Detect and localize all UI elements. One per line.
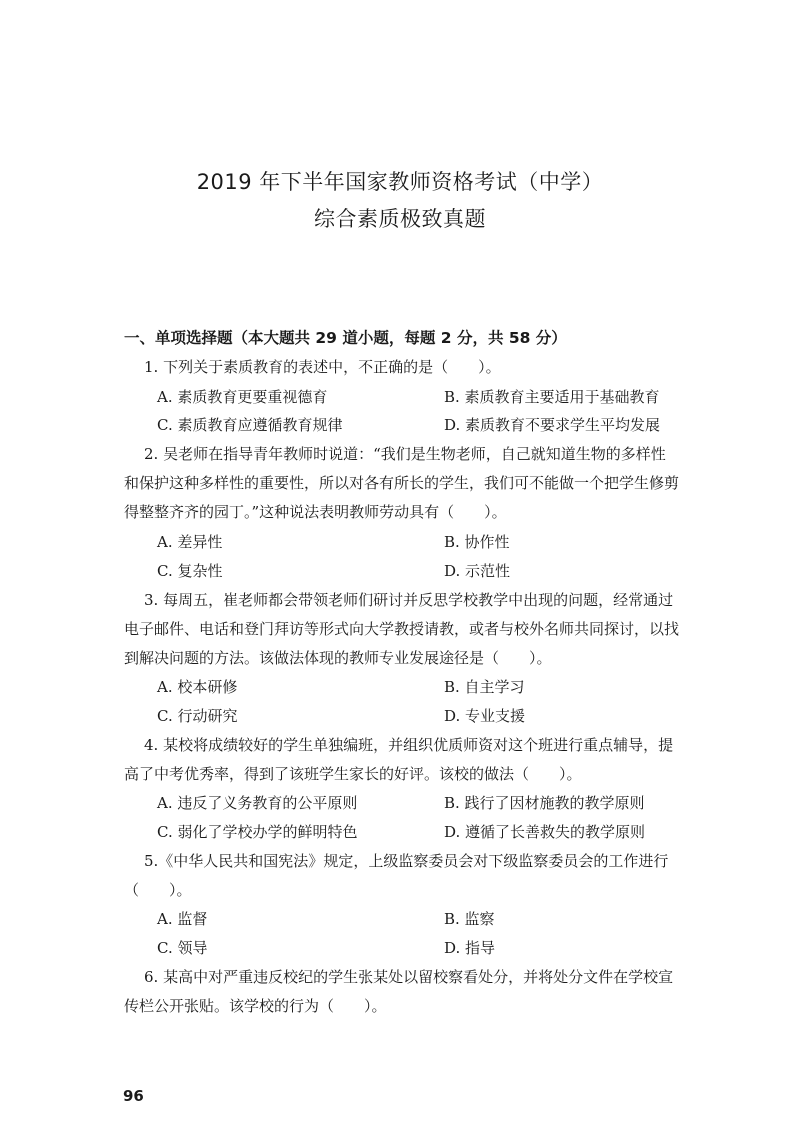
question-4-option-d: D. 遵循了长善救失的教学原则 [444,823,646,841]
question-4-stem-line-1: 4. 某校将成绩较好的学生单独编班，并组织优质师资对这个班进行重点辅导，提 [144,736,674,754]
question-5-option-b: B. 监察 [444,910,495,928]
question-5-option-c: C. 领导 [157,939,208,957]
question-3-option-a: A. 校本研修 [157,678,238,696]
question-2-option-b: B. 协作性 [444,533,510,551]
question-4-option-b: B. 践行了因材施教的教学原则 [444,794,645,812]
question-1-option-a: A. 素质教育更要重视德育 [157,388,328,406]
question-3-option-d: D. 专业支援 [444,707,526,725]
question-5-stem-line-2: （ ）。 [124,881,192,899]
page-number: 96 [123,1087,144,1105]
question-3-stem-line-2: 电子邮件、电话和登门拜访等形式向大学教授请教，或者与校外名师共同探讨，以找 [124,620,680,638]
question-3-option-b: B. 自主学习 [444,678,525,696]
question-2-stem-line-2: 和保护这种多样性的重要性，所以对各有所长的学生，我们可不能做一个把学生修剪 [124,474,680,492]
question-4-option-a: A. 违反了义务教育的公平原则 [157,794,358,812]
question-5-option-d: D. 指导 [444,939,496,957]
question-1-stem: 1. 下列关于素质教育的表述中，不正确的是（ ）。 [144,358,501,376]
question-3-stem-line-3: 到解决问题的方法。该做法体现的教师专业发展途径是（ ）。 [124,649,552,667]
question-4-stem-line-2: 高了中考优秀率，得到了该班学生家长的好评。该校的做法（ ）。 [124,765,582,783]
question-6-stem-line-2: 传栏公开张贴。该学校的行为（ ）。 [124,997,387,1015]
question-5-stem-line-1: 5.《中华人民共和国宪法》规定，上级监察委员会对下级监察委员会的工作进行 [144,852,669,870]
question-3-stem-line-1: 3. 每周五，崔老师都会带领老师们研讨并反思学校教学中出现的问题，经常通过 [144,591,674,609]
question-2-stem-line-1: 2. 吴老师在指导青年教师时说道：“我们是生物老师，自己就知道生物的多样性 [144,445,666,463]
question-4-option-c: C. 弱化了学校办学的鲜明特色 [157,823,358,841]
question-2-stem-line-3: 得整整齐齐的园丁。”这种说法表明教师劳动具有（ ）。 [124,503,507,521]
section-heading: 一、单项选择题（本大题共 29 道小题，每题 2 分，共 58 分） [124,329,567,347]
question-1-option-c: C. 素质教育应遵循教育规律 [157,416,343,434]
question-3-option-c: C. 行动研究 [157,707,238,725]
question-6-stem-line-1: 6. 某高中对严重违反校纪的学生张某处以留校察看处分，并将处分文件在学校宣 [144,968,674,986]
question-2-option-a: A. 差异性 [157,533,223,551]
question-5-option-a: A. 监督 [157,910,208,928]
question-2-option-d: D. 示范性 [444,562,511,580]
question-2-option-c: C. 复杂性 [157,562,223,580]
question-1-option-d: D. 素质教育不要求学生平均发展 [444,416,661,434]
exam-subtitle: 综合素质极致真题 [314,207,486,231]
exam-title: 2019 年下半年国家教师资格考试（中学） [196,170,604,194]
question-1-option-b: B. 素质教育主要适用于基础教育 [444,388,660,406]
